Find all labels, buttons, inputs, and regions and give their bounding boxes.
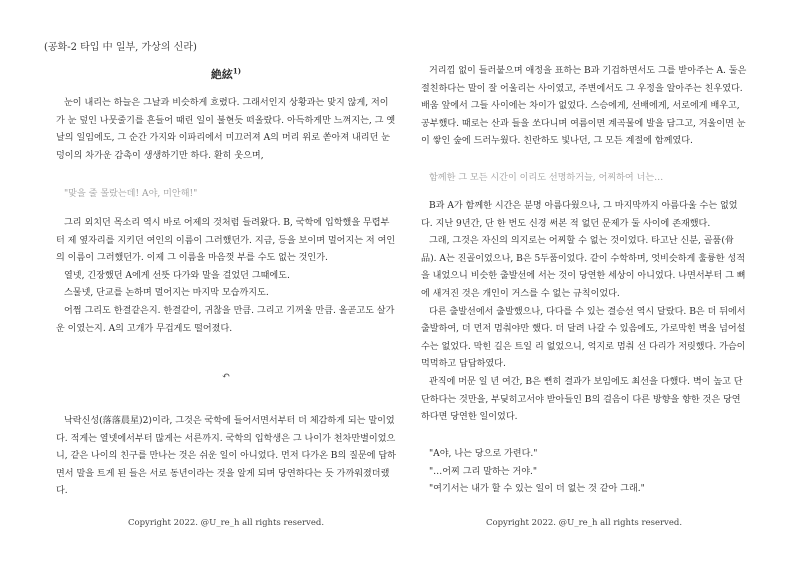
paragraph-text: 어쩜 그리도 한결같은지. 한결같이, 귀찮을 만큼. 그리고 기꺼울 만큼. 올곧고도 살가운 이였는지. A의 고개가 무겁게도 떨어졌다. bbox=[56, 305, 395, 334]
paragraph-text: 다른 출발선에서 출발했으나, 다다를 수 있는 결승선 역시 달랐다. B은 더 뒤에서 출발하여, 더 먼저 멈춰야만 했다. 더 달려 나갈 수 있음에도, 가로막힌 벽을 넘어설 수는 없었다. 막힌 길은 트일 리 없었으니, 억지로 멈춰 선 다리가 저릿했다. 가슴이 먹먹하고 답답하였다. bbox=[421, 306, 746, 370]
footnote-marker: 1) bbox=[232, 66, 242, 76]
paragraph-text: 그래, 그것은 자신의 의지로는 어찌할 수 없는 것이었다. 타고난 신분, 골품(骨品). A는 진골이었으나, B은 5두품이었다. 같이 수학하며, 엇비슷하게 훌륭한 성적을 내었으니 비슷한 출발선에 서는 것이 당연한 세상이 아니었다. 나면서부터 그 뼈에 새겨진 것은 개인이 거스를 수 없는 규칙이었다. bbox=[421, 236, 746, 299]
paragraph-text: 관직에 머문 일 년 여간, B은 뻔히 결과가 보임에도 최선을 다했다. 벽이 높고 단단하다는 것만을, 부딪히고서야 받아들인 B의 걸음이 다른 방향을 향한 것은 당연하다면 당연한 일이었다. bbox=[421, 376, 743, 423]
quote-line: "여기서는 내가 할 수 있는 일이 더 없는 것 같아 그래." bbox=[429, 484, 645, 495]
paragraph-text: 눈이 내리는 하늘은 그날과 비슷하게 흐렸다. 그래서인지 상황과는 맞지 않게, 저이가 눈 덮인 나뭇줄기를 흔들어 때린 일이 불현듯 떠올랐다. 아득하게만 느껴지는, 그 옛날의 일임에도, 그 순간 가지와 이파리에서 미끄러져 A의 머리 위로 쏟아져 내리던 눈덩이의 차가운 감촉이 생생하기만 하다. 환히 웃으며, bbox=[56, 98, 396, 161]
paragraph-text: 거리낌 없이 들러붙으며 애정을 표하는 B과 기겁하면서도 그를 받아주는 A. 둘은 절친하다는 말이 잘 어울리는 사이였고, 주변에서도 그 우정을 알아주는 친우였다. 배움 앞에서 그들 사이에는 차이가 없었다. 스승에게, 선배에게, 서로에게 배우고, 공부했다. 때로는 산과 들을 쏘다니며 여름이면 계곡물에 발을 담그고, 겨울이면 눈이 쌓인 숲에 드러누웠다. 친란하도 빛나던, 그 모든 계절에 함께였다. bbox=[421, 66, 747, 147]
quote-line: "A야, 나는 당으로 가련다." bbox=[429, 449, 538, 459]
paragraph bbox=[56, 95, 396, 165]
quote-line: "맞을 줄 몰랐는데! A야, 미안해!" bbox=[64, 189, 198, 199]
quote-line: "…어찌 그리 말하는 거야." bbox=[429, 466, 538, 477]
paragraph bbox=[56, 413, 396, 501]
paragraph-text: B과 A가 함께한 시간은 분명 아름다웠으나, 그 마지막까지 아름다울 수는 없었다. 지난 9년간, 단 한 번도 신경 써본 적 없던 문제가 둘 사이에 존재했다. bbox=[421, 201, 738, 229]
paragraph-text: 낙락신성(落落晨星)2)이라, 그것은 국학에 들어서면서부터 더 체감하게 되는 말이었다. 적게는 열넷에서부터 많게는 서른까지. 국학의 입학생은 그 나이가 천차만별이었으니, 같은 나이의 친구를 만나는 것은 쉬운 일이 아니었다. 먼저 다가온 B의 질문에 답하면서 말을 트게 된 들은 서로 동년이라는 것을 알게 되며 당연하다는 듯 가까워졌더랬다. bbox=[56, 416, 396, 497]
paragraph-text: 그리 외치던 목소리 역시 바로 어제의 것처럼 들려왔다. B, 국학에 입학했을 무렵부터 제 옆자리를 지키던 여인의 이름이 그러했던가. 지금, 등을 보이며 멀어지는 저 여인의 이름이 그러했던가. 이제 그 이름을 마음껏 부를 수도 없는 것인가. bbox=[56, 218, 396, 264]
section-divider-icon: ↶ bbox=[221, 371, 231, 382]
paragraph bbox=[56, 215, 396, 338]
dialogue bbox=[56, 186, 396, 204]
dialogue bbox=[421, 170, 747, 188]
paragraph-text: 스물넷, 단교를 논하며 멀어지는 마지막 모습까지도. bbox=[64, 288, 269, 299]
dialogue bbox=[421, 446, 747, 499]
document-header: (공화-2 타입 中 일부, 가상의 신라) bbox=[44, 42, 197, 53]
chapter-title bbox=[56, 66, 396, 82]
chapter-title-text: 絶絃 bbox=[210, 68, 233, 81]
paragraph-text: 열넷, 긴장했던 A에게 선뜻 다가와 말을 걸었던 그때에도. bbox=[64, 270, 290, 281]
quote-line: 함께한 그 모든 시간이 이리도 선명하거늘, 어찌하여 너는… bbox=[429, 173, 664, 183]
copyright-footer: Copyright 2022. @U_re_h all rights reserved. bbox=[127, 518, 325, 528]
paragraph bbox=[421, 198, 747, 427]
paragraph bbox=[421, 63, 747, 151]
copyright-footer: Copyright 2022. @U_re_h all rights reserved. bbox=[485, 518, 683, 528]
